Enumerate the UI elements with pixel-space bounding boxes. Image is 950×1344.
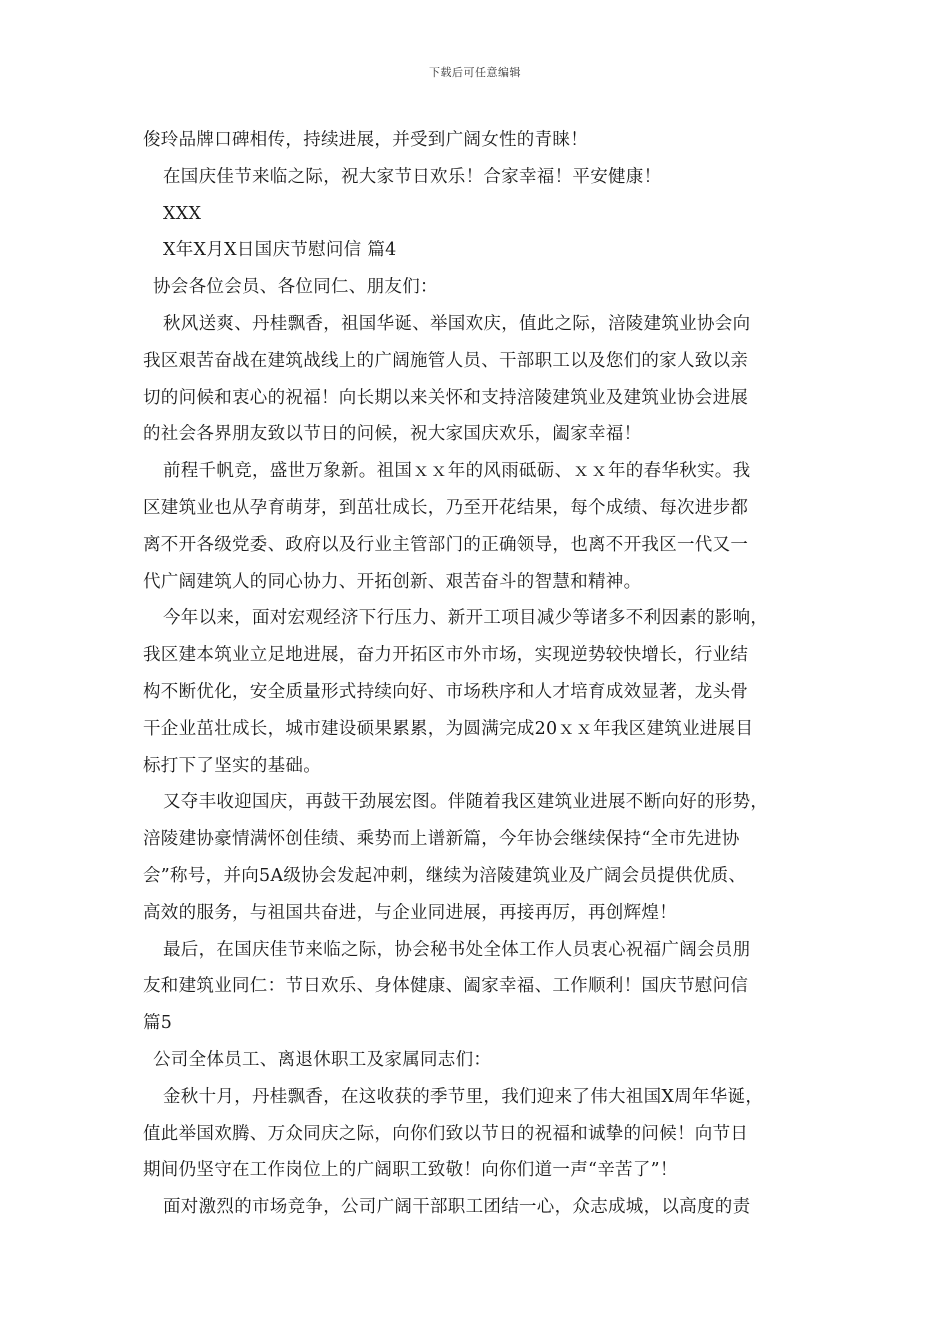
text-line: 值此举国欢腾、万众同庆之际，向你们致以节日的祝福和诚挚的问候！向节日 bbox=[143, 1123, 749, 1144]
text-line: 区建筑业也从孕育萌芽，到茁壮成长，乃至开花结果，每个成绩、每次进步都 bbox=[143, 497, 749, 518]
page-header: 下载后可任意编辑 bbox=[429, 66, 521, 79]
text-line: 今年以来，面对宏观经济下行压力、新开工项目减少等诸多不利因素的影响， bbox=[163, 608, 769, 629]
document-body bbox=[143, 122, 823, 1226]
text-line: 友和建筑业同仁：节日欢乐、身体健康、阖家幸福、工作顺利！国庆节慰问信 bbox=[143, 976, 749, 997]
text-line: 构不断优化，安全质量形式持续向好、市场秩序和人才培育成效显著，龙头骨 bbox=[143, 681, 749, 702]
text-line: 在国庆佳节来临之际，祝大家节日欢乐！合家幸福！平安健康！ bbox=[163, 166, 662, 187]
signature-line: XXX bbox=[163, 203, 202, 224]
text-line: 秋风送爽、丹桂飘香，祖国华诞、举国欢庆，值此之际，涪陵建筑业协会向 bbox=[163, 313, 751, 334]
text-line: 切的问候和衷心的祝福！向长期以来关怀和支持涪陵建筑业及建筑业协会进展 bbox=[143, 387, 749, 408]
text-line: 离不开各级党委、政府以及行业主管部门的正确领导，也离不开我区一代又一 bbox=[143, 534, 749, 555]
text-line: 面对激烈的市场竞争，公司广阔干部职工团结一心，众志成城，以高度的责 bbox=[163, 1197, 751, 1218]
text-line: 我区艰苦奋战在建筑战线上的广阔施管人员、干部职工以及您们的家人致以亲 bbox=[143, 350, 749, 371]
text-line: 金秋十月，丹桂飘香，在这收获的季节里，我们迎来了伟大祖国X周年华诞， bbox=[163, 1086, 764, 1107]
text-line: 干企业茁壮成长，城市建设硕果累累，为圆满完成20ｘｘ年我区建筑业进展目 bbox=[143, 718, 754, 739]
salutation: 协会各位会员、各位同仁、朋友们： bbox=[153, 277, 438, 298]
section-title: 篇5 bbox=[143, 1013, 173, 1034]
section-title: X年X月X日国庆节慰问信 篇4 bbox=[163, 240, 397, 261]
text-line: 代广阔建筑人的同心协力、开拓创新、艰苦奋斗的智慧和精神。 bbox=[143, 571, 642, 592]
text-line: 俊玲品牌口碑相传，持续进展，并受到广阔女性的青睐！ bbox=[143, 130, 588, 150]
text-line: 期间仍坚守在工作岗位上的广阔职工致敬！向你们道一声“辛苦了”！ bbox=[143, 1160, 678, 1181]
text-line: 前程千帆竞，盛世万象新。祖国ｘｘ年的风雨砥砺、ｘｘ年的春华秋实。我 bbox=[163, 461, 751, 482]
text-line: 的社会各界朋友致以节日的问候，祝大家国庆欢乐，阖家幸福！ bbox=[143, 424, 642, 445]
text-line: 又夺丰收迎国庆，再鼓干劲展宏图。伴随着我区建筑业进展不断向好的形势， bbox=[163, 792, 769, 813]
text-line: 会”称号，并向5A级协会发起冲刺，继续为涪陵建筑业及广阔会员提供优质、 bbox=[143, 865, 747, 886]
text-line: 我区建本筑业立足地进展，奋力开拓区市外市场，实现逆势较快增长，行业结 bbox=[143, 645, 749, 666]
salutation: 公司全体员工、离退休职工及家属同志们： bbox=[153, 1049, 492, 1070]
text-line: 最后，在国庆佳节来临之际，协会秘书处全体工作人员衷心祝福广阔会员朋 bbox=[163, 939, 751, 960]
text-line: 高效的服务，与祖国共奋进，与企业同进展，再接再厉，再创辉煌！ bbox=[143, 902, 677, 923]
text-line: 涪陵建协豪情满怀创佳绩、乘势而上谱新篇，今年协会继续保持“全市先进协 bbox=[143, 829, 740, 850]
text-line: 标打下了坚实的基础。 bbox=[143, 755, 321, 776]
